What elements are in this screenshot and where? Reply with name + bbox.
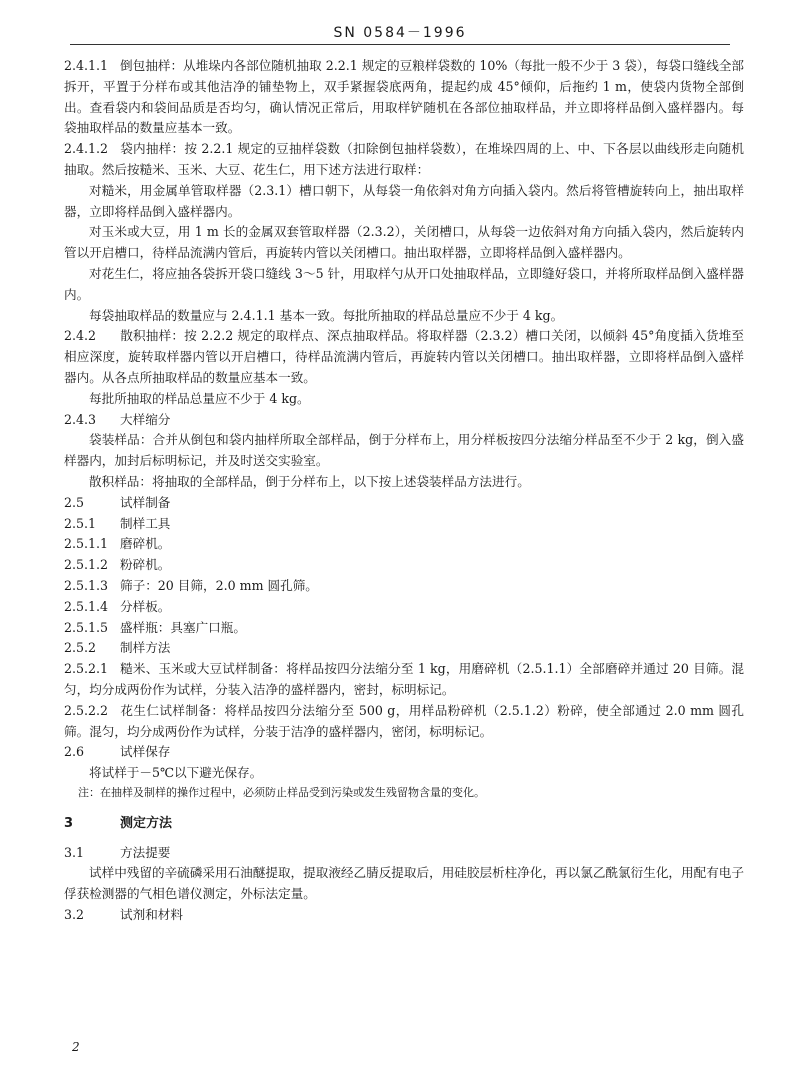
clause-text: 对糙米，用金属单管取样器（2.3.1）槽口朝下，从每袋一角依斜对角方向插入袋内。然后将管槽旋转向上，抽出取样器，立即将样品倒入盛样器内。 (64, 182, 744, 219)
paragraph (64, 863, 744, 905)
clause-number: 3.2 (64, 907, 85, 923)
clause-number: 3 (64, 815, 74, 831)
paragraph (64, 763, 744, 784)
clause-heading (64, 843, 744, 864)
header-rule (70, 44, 730, 45)
clause-number: 2.5.2 (64, 640, 97, 656)
running-header: SN 0584－1996 (333, 25, 467, 41)
clause-number: 2.5.2.1 (64, 661, 109, 677)
clause-heading (64, 410, 744, 431)
clause-number: 2.5.2.2 (64, 702, 109, 718)
section-heading (64, 814, 744, 835)
clause-text: 散积样品：将抽取的全部样品，倒于分样布上，以下按上述袋装样品方法进行。 (89, 473, 530, 489)
clause-number: 2.5.1.4 (64, 598, 109, 614)
clause-heading (64, 742, 744, 763)
paragraph (64, 181, 744, 223)
clause-text: 倒包抽样：从堆垛内各部位随机抽取 2.2.1 规定的豆粮样袋数的 10%（每批一般不少于 3 袋），每袋口缝线全部拆开，平置于分样布或其他洁净的铺垫物上，双手紧握袋底两角，提起约成 45°倾仰，后拖约 1 m，使袋内货物全部倒出。查看袋内和袋间品质是否均匀，确认情况正常后，用取样铲随机在各部位抽取样品，并立即将样品倒入盛样器内。每袋抽取样品的数量应基本一致。 (64, 58, 744, 136)
clause-number: 2.5.1.3 (64, 577, 109, 593)
clause-heading (64, 905, 744, 926)
clause-text: 粉碎机。 (120, 557, 171, 573)
clause-text: 试样制备 (120, 494, 171, 510)
clause-paragraph (64, 701, 744, 743)
clause-paragraph (64, 326, 744, 388)
clause-text: 糙米、玉米或大豆试样制备：将样品按四分法缩分至 1 kg，用磨碎机（2.5.1.1）全部磨碎并通过 20 目筛。混匀，均分成两份作为试样，分装入洁净的盛样器内，密封，标明标记。 (64, 661, 744, 697)
clause-number: 2.4.2 (64, 328, 97, 344)
clause-number: 2.5 (64, 494, 85, 510)
clause-number: 2.5.1.1 (64, 536, 109, 552)
clause-number: 2.4.1.2 (64, 141, 109, 157)
clause-paragraph (64, 659, 744, 701)
paragraph (64, 264, 744, 306)
clause-heading (64, 638, 744, 659)
clause-number: 3.1 (64, 844, 85, 860)
clause-text: 将试样于－5℃以下避光保存。 (89, 765, 263, 781)
clause-heading (64, 555, 744, 576)
document-body (64, 56, 744, 926)
clause-text: 每批所抽取的样品总量应不少于 4 kg。 (89, 390, 310, 406)
clause-text: 袋装样品：合并从倒包和袋内抽样所取全部样品，倒于分样布上，用分样板按四分法缩分样品至不少于 2 kg，倒入盛样器内，加封后标明标记，并及时送交实验室。 (64, 432, 744, 469)
clause-number: 2.5.1.5 (64, 619, 109, 635)
clause-text: 试样保存 (120, 744, 171, 760)
clause-text: 试样中残留的辛硫磷采用石油醚提取，提取液经乙腈反提取后，用硅胶层析柱净化，再以氯乙酰氯衍生化，用配有电子俘获检测器的气相色谱仪测定，外标法定量。 (64, 865, 744, 902)
clause-text: 分样板。 (120, 598, 171, 614)
clause-number: 2.6 (64, 744, 85, 760)
clause-text: 每袋抽取样品的数量应与 2.4.1.1 基本一致。每批所抽取的样品总量应不少于 4 kg。 (89, 307, 564, 323)
clause-number: 2.5.1.2 (64, 557, 109, 573)
clause-text: 盛样瓶：具塞广口瓶。 (120, 619, 246, 635)
note (78, 784, 744, 802)
clause-text: 筛子：20 目筛，2.0 mm 圆孔筛。 (120, 577, 318, 593)
clause-text: 方法提要 (120, 844, 171, 860)
clause-number: 2.4.3 (64, 411, 97, 427)
clause-text: 磨碎机。 (120, 536, 171, 552)
clause-text: 制样工具 (120, 515, 171, 531)
clause-text: 散积抽样：按 2.2.2 规定的取样点、深点抽取样品。将取样器（2.3.2）槽口关闭，以倾斜 45°角度插入货堆至相应深度，旋转取样器内管以开启槽口，待样品流满内管后，再旋转内管以关闭槽口。抽出取样器，立即将样品倒入盛样器内。从各点所抽取样品的数量应基本一致。 (64, 328, 744, 385)
clause-heading (64, 514, 744, 535)
clause-number: 2.5.1 (64, 515, 97, 531)
clause-text: 测定方法 (120, 815, 173, 831)
clause-heading (64, 576, 744, 597)
clause-number: 2.4.1.1 (64, 58, 109, 73)
clause-paragraph (64, 56, 744, 139)
paragraph (64, 389, 744, 410)
clause-heading (64, 597, 744, 618)
clause-heading (64, 493, 744, 514)
clause-text: 对玉米或大豆，用 1 m 长的金属双套管取样器（2.3.2），关闭槽口，从每袋一边依斜对角方向插入袋内，然后旋转内管以开启槽口，待样品流满内管后，再旋转内管以关闭槽口。抽出取样器，立即将样品倒入盛样器内。 (64, 224, 744, 261)
paragraph (64, 306, 744, 327)
clause-text: 注：在抽样及制样的操作过程中，必须防止样品受到污染或发生残留物含量的变化。 (78, 785, 485, 799)
clause-heading (64, 534, 744, 555)
clause-text: 花生仁试样制备：将样品按四分法缩分至 500 g，用样品粉碎机（2.5.1.2）粉碎，使全部通过 2.0 mm 圆孔筛。混匀，均分成两份作为试样，分装于洁净的盛样器内，密闭，标明标记。 (64, 702, 744, 739)
clause-text: 袋内抽样：按 2.2.1 规定的豆抽样袋数（扣除倒包抽样袋数），在堆垛四周的上、中、下各层以曲线形走向随机抽取。然后按糙米、玉米、大豆、花生仁，用下述方法进行取样： (64, 141, 744, 177)
clause-text: 对花生仁，将应抽各袋拆开袋口缝线 3～5 针，用取样勺从开口处抽取样品，立即缝好袋口，并将所取样品倒入盛样器内。 (64, 265, 744, 302)
paragraph (64, 222, 744, 264)
clause-text: 制样方法 (120, 640, 171, 656)
clause-text: 大样缩分 (120, 411, 171, 427)
clause-heading (64, 618, 744, 639)
page-number: 2 (72, 1040, 80, 1054)
paragraph (64, 430, 744, 472)
clause-text: 试剂和材料 (120, 907, 183, 923)
clause-paragraph (64, 139, 744, 181)
paragraph (64, 472, 744, 493)
